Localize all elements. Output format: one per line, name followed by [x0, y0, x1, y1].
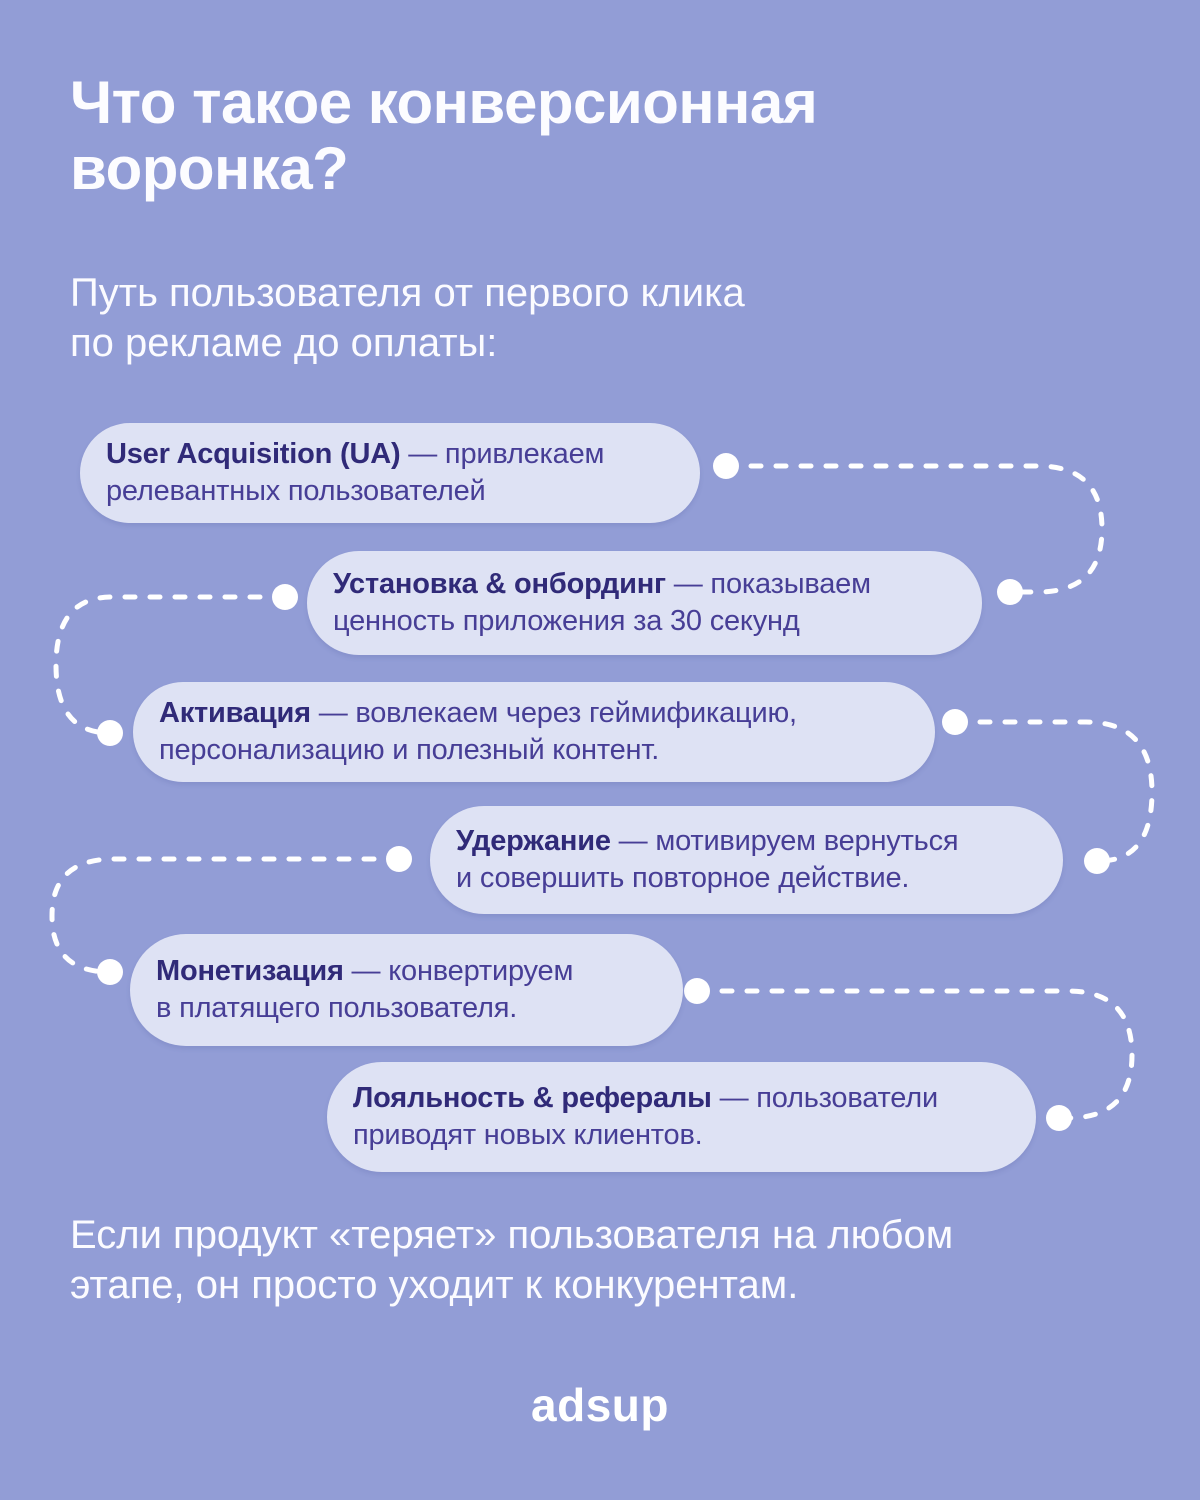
stage-text-line-2: релевантных пользователей	[106, 475, 486, 507]
page-title-line-1: Что такое конверсионная	[70, 69, 818, 136]
stage-text-line-2: и совершить повторное действие.	[456, 862, 910, 894]
connector-dot	[97, 720, 123, 746]
adsup-logo: adsup	[531, 1379, 669, 1431]
connector-dot	[1084, 848, 1110, 874]
funnel-stage-install-onboarding	[307, 551, 982, 655]
footer-note-line-1: Если продукт «теряет» пользователя на любом	[70, 1213, 954, 1257]
subtitle-line-1: Путь пользователя от первого клика	[70, 271, 745, 315]
subtitle	[70, 268, 970, 368]
stage-term: Лояльность & рефералы	[353, 1082, 712, 1114]
stage-description: — вовлекаем через геймификацию,	[310, 697, 797, 729]
stage-description: — привлекаем	[400, 438, 605, 470]
footer-note-line-2: этапе, он просто уходит к конкурентам.	[70, 1263, 799, 1307]
funnel-stage-loyalty-referrals	[327, 1062, 1036, 1172]
stage-text-line-2: персонализацию и полезный контент.	[159, 734, 660, 766]
page-title-line-2: воронка?	[70, 135, 349, 202]
connector-dot	[684, 978, 710, 1004]
stage-term: Активация	[159, 697, 311, 729]
stage-description: — мотивируем вернуться	[610, 825, 959, 857]
stage-text-line-1	[333, 566, 982, 603]
stage-text-line-1	[353, 1080, 1036, 1117]
funnel-stage-retention	[430, 806, 1063, 914]
stage-term: User Acquisition (UA)	[106, 438, 401, 470]
funnel-stage-activation	[133, 682, 935, 782]
footer-note	[70, 1210, 1150, 1310]
connector-dot	[272, 584, 298, 610]
stage-term: Удержание	[456, 825, 611, 857]
connector-dot	[1046, 1105, 1072, 1131]
stage-description: — пользователи	[711, 1082, 938, 1114]
connector-dot	[386, 846, 412, 872]
stage-description: — показываем	[665, 568, 871, 600]
stage-text-line-1	[456, 823, 1063, 860]
stage-text-line-2: приводят новых клиентов.	[353, 1119, 703, 1151]
subtitle-line-2: по рекламе до оплаты:	[70, 321, 498, 365]
stage-text-line-2: ценность приложения за 30 секунд	[333, 605, 800, 637]
stage-description: — конвертируем	[343, 955, 574, 987]
stage-text-line-1	[156, 953, 683, 990]
stage-text-line-2: в платящего пользователя.	[156, 992, 518, 1024]
funnel-stage-user-acquisition	[80, 423, 700, 523]
connector-dot	[97, 959, 123, 985]
stage-text-line-1	[106, 436, 700, 473]
connector-dot	[713, 453, 739, 479]
connector-dot	[942, 709, 968, 735]
page-title	[70, 70, 1050, 202]
funnel-stage-monetization	[130, 934, 683, 1046]
stage-term: Монетизация	[156, 955, 344, 987]
stage-term: Установка & онбординг	[333, 568, 666, 600]
stage-text-line-1	[159, 695, 935, 732]
connector-dot	[997, 579, 1023, 605]
